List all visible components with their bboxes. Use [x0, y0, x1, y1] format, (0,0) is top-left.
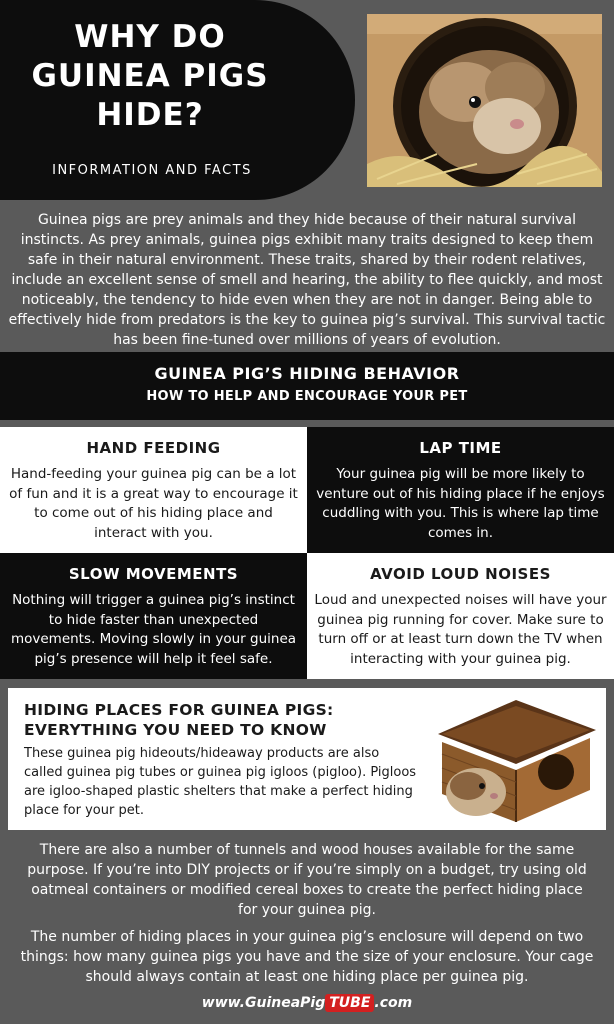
tip-title: HAND FEEDING: [86, 439, 221, 457]
tip-text: Loud and unexpected noises will have your guinea pig running for cover. Make sure to turn off or at least turn down the TV when interacting with your guinea pig.: [314, 592, 607, 667]
footer-url-suffix: .com: [374, 995, 413, 1011]
hiding-title-line: HIDING PLACES FOR GUINEA PIGS:: [24, 701, 334, 719]
tip-hand-feeding: [0, 427, 307, 553]
footer-site-url[interactable]: [0, 995, 614, 1011]
page-subtitle: INFORMATION AND FACTS: [52, 163, 252, 178]
title-pill: [0, 0, 355, 200]
hiding-text: These guinea pig hideouts/hideaway products are also called guinea pig tubes or guinea pig igloos (pigloo). Pigloos are igloo-shaped plastic shelters that make a perfect hiding place for your pet.: [24, 746, 417, 818]
guinea-pig-photo-illustration: [367, 14, 602, 187]
behavior-title: GUINEA PIG’S HIDING BEHAVIOR: [154, 364, 460, 383]
intro-paragraph: Guinea pigs are prey animals and they hide because of their natural survival instincts. As prey animals, guinea pigs exhibit many traits designed to keep them safe in their natural environment. These traits, shared by their rodent relatives, include an excellent sense of smell and hearing, the ability to flee quickly, and most noticeably, the tendency to hide even when they are not in danger. Being able to effectively hide from predators is the key to guinea pig’s survival. This survival tactic has been fine-tuned over millions of years of evolution.: [8, 212, 606, 348]
tip-title: AVOID LOUD NOISES: [370, 565, 551, 583]
tip-avoid-loud-noises: [307, 553, 614, 679]
hiding-title-line: EVERYTHING YOU NEED TO KNOW: [24, 721, 327, 739]
paragraph-alternatives: There are also a number of tunnels and wood houses available for the same purpose. If you’re into DIY projects or if you’re simply on a budget, try using old oatmeal containers or modified cereal boxes to create the perfect hiding place for your guinea pig.: [27, 842, 587, 918]
tip-lap-time: [307, 427, 614, 553]
wooden-house-image: [420, 694, 604, 824]
hiding-places-section: [8, 688, 606, 830]
page-title: [30, 18, 270, 135]
tip-title: LAP TIME: [419, 439, 502, 457]
tip-slow-movements: [0, 553, 307, 679]
footer-url-prefix: www.GuineaPig: [201, 995, 326, 1011]
paragraph-number-of-hiding-places: The number of hiding places in your guinea pig’s enclosure will depend on two things: how many guinea pigs you have and the size of your enclosure. Your cage should always contain at least one hiding place per guinea pig.: [20, 929, 594, 985]
title-line: HIDE?: [96, 97, 204, 133]
behavior-subtitle: HOW TO HELP AND ENCOURAGE YOUR PET: [146, 389, 468, 404]
tip-text: Hand-feeding your guinea pig can be a lot of fun and it is a great way to encourage it to come out of his hiding place and interact with you.: [9, 466, 298, 541]
title-line: WHY DO: [74, 19, 226, 55]
header: [0, 0, 614, 200]
tip-text: Your guinea pig will be more likely to venture out of his hiding place if he enjoys cuddling with you. This is where lap time comes in.: [316, 466, 605, 541]
guinea-pig-photo: [367, 14, 602, 187]
footer-url-highlight: TUBE: [325, 994, 374, 1012]
behavior-banner: [0, 352, 614, 420]
title-line: GUINEA PIGS: [31, 58, 269, 94]
tip-text: Nothing will trigger a guinea pig’s instinct to hide faster than unexpected movements. Moving slowly in your guinea pig’s presence will help it feel safe.: [10, 592, 297, 667]
tip-title: SLOW MOVEMENTS: [68, 565, 239, 583]
hiding-title: [24, 700, 364, 740]
